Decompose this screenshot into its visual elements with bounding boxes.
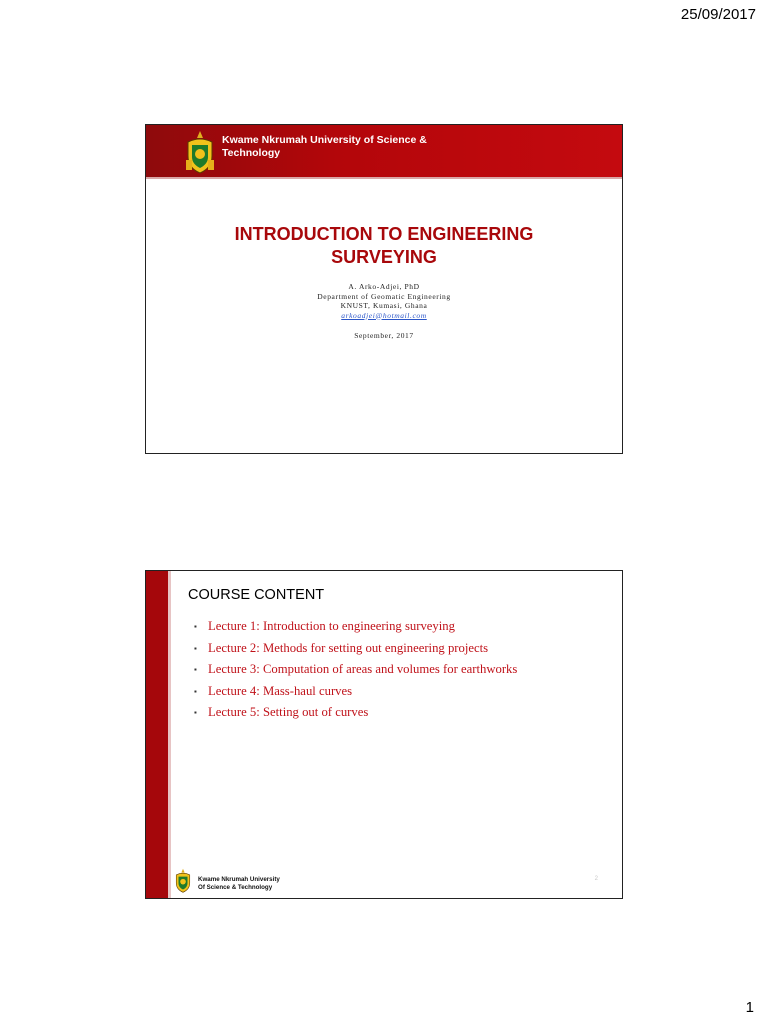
list-item — [194, 705, 604, 721]
location: KNUST, Kumasi, Ghana — [340, 301, 428, 310]
bullet-icon: ▪ — [194, 665, 197, 674]
email-link[interactable]: arkoadjei@hotmail.com — [341, 310, 427, 320]
footer-line-2: Of Science & Technology — [198, 883, 273, 891]
footer-line-1: Kwame Nkrumah University — [198, 876, 280, 883]
list-item — [194, 641, 604, 657]
bullet-icon: ▪ — [194, 622, 197, 631]
slide-number: 2 — [594, 876, 598, 882]
lecture-list — [194, 619, 604, 727]
list-item — [194, 662, 604, 678]
presentation-title — [166, 223, 602, 269]
presentation-date: September, 2017 — [354, 331, 414, 340]
title-slide — [145, 124, 623, 454]
side-bar — [146, 571, 168, 898]
university-crest-icon — [184, 130, 216, 174]
lecture-text: Lecture 3: Computation of areas and volumes for earthworks — [208, 662, 518, 676]
list-item — [194, 619, 604, 635]
lecture-text: Lecture 4: Mass-haul curves — [208, 683, 353, 698]
author-name: A. Arko-Adjei, PhD — [348, 282, 420, 291]
page-number: 1 — [745, 999, 754, 1016]
lecture-text: Lecture 1: Introduction to engineering surveying — [208, 619, 455, 633]
title-line-1: INTRODUCTION TO ENGINEERING — [234, 224, 534, 244]
lecture-text: Lecture 5: Setting out of curves — [208, 705, 369, 719]
side-bar-stripe — [168, 571, 171, 898]
bullet-icon: ▪ — [194, 708, 197, 717]
title-line-2: SURVEYING — [331, 247, 437, 267]
university-name: Kwame Nkrumah University of Science & Technology — [222, 134, 427, 159]
department: Department of Geomatic Engineering — [317, 291, 451, 301]
course-content-slide — [145, 570, 623, 899]
footer-university-name — [198, 876, 280, 891]
author-block — [146, 282, 622, 341]
page-date: 25/09/2017 — [680, 6, 756, 23]
bullet-icon: ▪ — [194, 643, 197, 653]
bullet-icon: ▪ — [194, 686, 197, 696]
slide-heading: COURSE CONTENT — [188, 587, 325, 603]
slide-header — [146, 125, 622, 179]
list-item — [194, 684, 604, 700]
lecture-text: Lecture 2: Methods for setting out engineering projects — [208, 640, 489, 655]
footer-crest-icon — [174, 867, 192, 894]
